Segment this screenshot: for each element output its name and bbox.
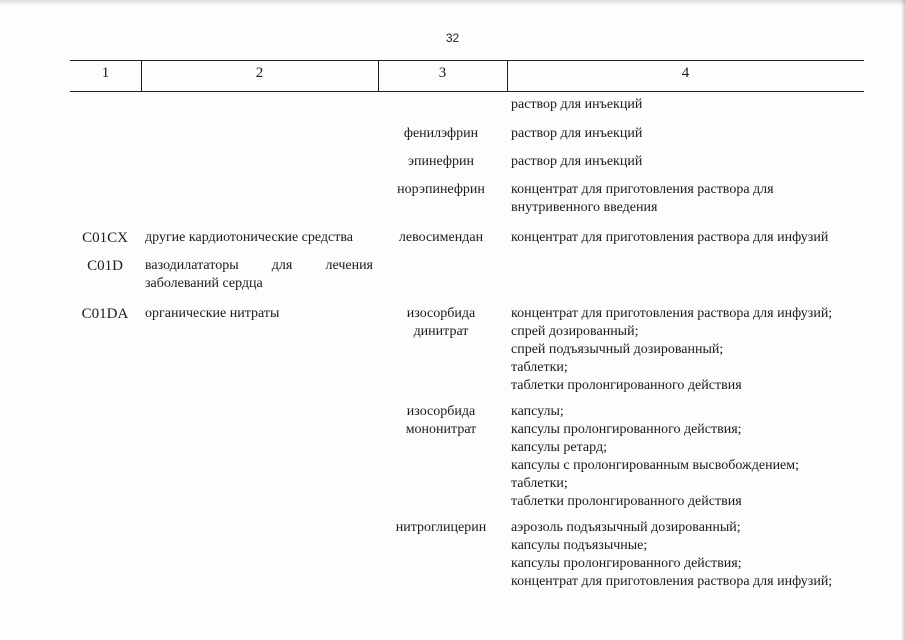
column-header-2: 2 bbox=[255, 65, 264, 81]
dosage-form: аэрозоль подъязычный дозированный; bbox=[511, 520, 741, 535]
dosage-form: спрей подъязычный дозированный; bbox=[511, 342, 724, 357]
drug-name: нитроглицерин bbox=[395, 520, 487, 535]
dosage-forms-cell bbox=[511, 229, 871, 247]
dosage-forms-cell bbox=[511, 519, 871, 591]
table-top-border bbox=[70, 60, 864, 61]
dosage-form: раствор для инъекций bbox=[511, 154, 643, 169]
group-name-cell bbox=[145, 305, 373, 323]
group-name-line: заболеваний сердца bbox=[145, 276, 263, 291]
dosage-form: таблетки; bbox=[511, 360, 568, 375]
dosage-form: капсулы; bbox=[511, 404, 564, 419]
atc-code-cell bbox=[70, 229, 140, 247]
group-name: органические нитраты bbox=[145, 306, 280, 321]
drug-name-line: динитрат bbox=[413, 324, 469, 339]
drug-name-cell bbox=[380, 181, 502, 199]
dosage-forms-cell bbox=[511, 181, 871, 217]
scan-right-edge bbox=[901, 0, 905, 640]
dosage-form: капсулы пролонгированного действия; bbox=[511, 556, 742, 571]
drug-name-cell bbox=[380, 153, 502, 171]
dosage-form: концентрат для приготовления раствора для инфузий bbox=[511, 230, 829, 245]
drug-name-line: изосорбида bbox=[406, 404, 476, 419]
drug-name-cell bbox=[380, 305, 502, 341]
scan-top-edge bbox=[0, 0, 905, 6]
column-header-4: 4 bbox=[681, 65, 690, 81]
dosage-form: концентрат для приготовления раствора для bbox=[511, 182, 774, 197]
atc-code: C01D bbox=[87, 258, 123, 274]
dosage-form: капсулы с пролонгированным высвобождением; bbox=[511, 458, 800, 473]
atc-code-cell bbox=[70, 305, 140, 323]
column-header-3: 3 bbox=[438, 65, 447, 81]
drug-name: левосимендан bbox=[398, 230, 484, 245]
dosage-form: раствор для инъекций bbox=[511, 126, 643, 141]
drug-name-cell bbox=[380, 519, 502, 537]
dosage-form: спрей дозированный; bbox=[511, 324, 639, 339]
dosage-forms-cell bbox=[511, 153, 871, 171]
dosage-form: капсулы пролонгированного действия; bbox=[511, 422, 742, 437]
dosage-form: таблетки; bbox=[511, 476, 568, 491]
dosage-forms-cell bbox=[511, 96, 871, 114]
dosage-form: таблетки пролонгированного действия bbox=[511, 494, 742, 509]
table-header-bottom-border bbox=[70, 91, 864, 92]
dosage-forms-cell bbox=[511, 125, 871, 143]
group-name: другие кардиотонические средства bbox=[145, 230, 354, 245]
drug-name-cell bbox=[380, 125, 502, 143]
dosage-form: раствор для инъекций bbox=[511, 97, 643, 112]
drug-name: фенилэфрин bbox=[403, 126, 479, 141]
drug-name: эпинефрин bbox=[408, 154, 474, 169]
drug-name-line: мононитрат bbox=[405, 422, 477, 437]
atc-code-cell bbox=[70, 257, 140, 275]
group-name-cell bbox=[145, 229, 373, 247]
dosage-form: капсулы ретард; bbox=[511, 440, 607, 455]
drug-name-cell bbox=[380, 403, 502, 439]
atc-code: C01CX bbox=[82, 230, 128, 246]
dosage-form: концентрат для приготовления раствора для инфузий; bbox=[511, 306, 833, 321]
group-name-cell bbox=[145, 257, 373, 293]
dosage-form: концентрат для приготовления раствора для инфузий; bbox=[511, 574, 833, 589]
dosage-form: внутривенного введения bbox=[511, 200, 658, 215]
drug-name-line: изосорбида bbox=[406, 306, 476, 321]
group-name-line: вазодилататоры для лечения bbox=[145, 258, 373, 273]
drug-name-cell bbox=[380, 229, 502, 247]
drug-name: норэпинефрин bbox=[397, 182, 485, 197]
page-number: 32 bbox=[445, 31, 460, 45]
dosage-form: таблетки пролонгированного действия bbox=[511, 378, 742, 393]
dosage-forms-cell bbox=[511, 403, 871, 511]
column-header-1: 1 bbox=[101, 65, 110, 81]
dosage-forms-cell bbox=[511, 305, 871, 395]
dosage-form: капсулы подъязычные; bbox=[511, 538, 648, 553]
atc-code: C01DA bbox=[81, 306, 129, 322]
